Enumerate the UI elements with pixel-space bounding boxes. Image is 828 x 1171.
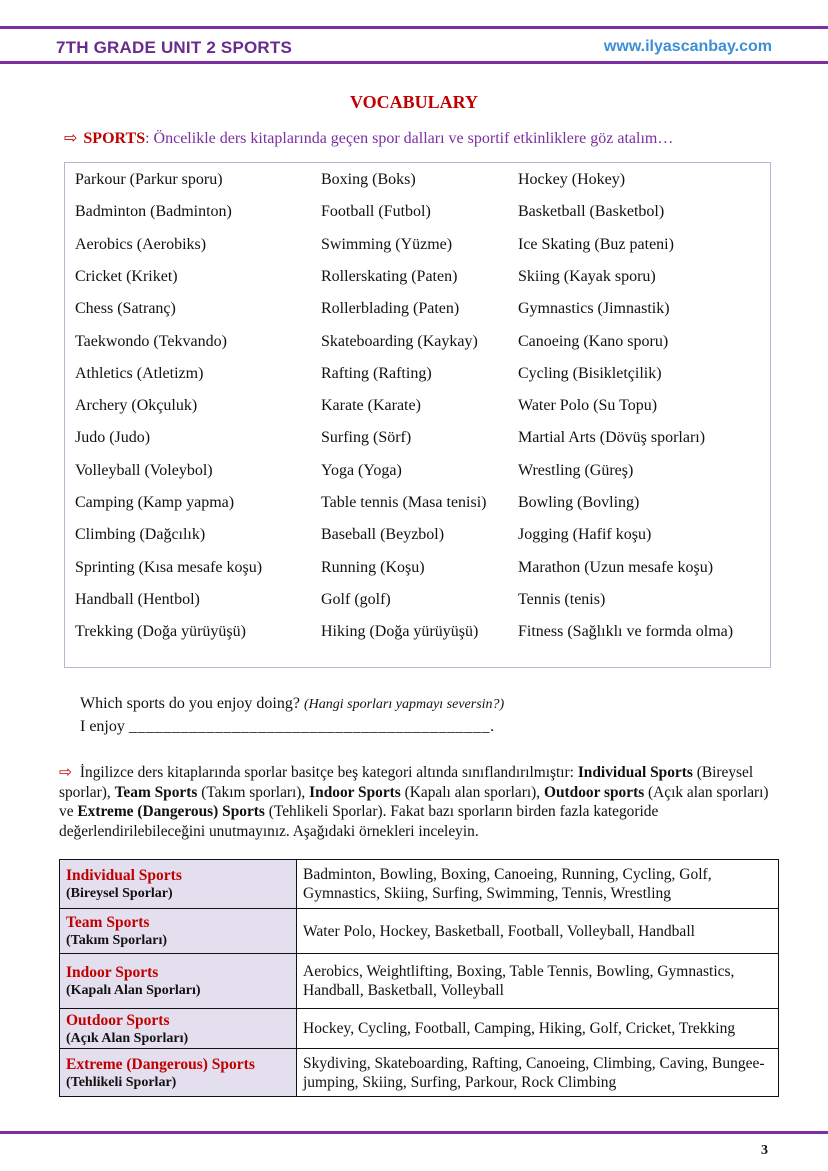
sport-item: Hockey (Hokey) [518, 171, 626, 188]
categories-paragraph [59, 763, 784, 841]
table-row [60, 909, 779, 954]
category-name: Team Sports [66, 914, 150, 931]
sport-item: Camping (Kamp yapma) [75, 494, 235, 511]
category-turkish: (Açık Alan Sporları) [66, 1030, 189, 1046]
category-name: Outdoor Sports [66, 1011, 170, 1029]
para-bold-extreme: Extreme (Dangerous) Sports [77, 803, 265, 820]
arrow-right-icon: ⇨ [59, 764, 72, 781]
sports-intro [64, 128, 673, 148]
sport-item: Archery (Okçuluk) [75, 397, 198, 415]
header-top-rule [0, 26, 828, 29]
sport-item: Tennis (tenis) [518, 590, 606, 608]
question-text: Which sports do you enjoy doing? [80, 695, 304, 712]
arrow-right-icon: ⇨ [64, 130, 78, 147]
answer-line [80, 718, 495, 736]
sport-item: Water Polo (Su Topu) [518, 397, 658, 415]
sport-item: Rafting (Rafting) [321, 364, 432, 382]
category-name: Extreme (Dangerous) Sports [66, 1055, 255, 1073]
question-translation: (Hangi sporları yapmayı seversin?) [303, 697, 505, 712]
table-row [60, 1049, 779, 1097]
category-cell [60, 909, 297, 954]
sport-item: Boxing (Boks) [321, 171, 416, 188]
categories-table [59, 859, 779, 1097]
category-turkish: (Takım Sporları) [66, 933, 167, 948]
header-bottom-rule [0, 61, 828, 64]
sports-label: SPORTS [83, 130, 146, 147]
sport-item: Parkour (Parkur sporu) [75, 171, 223, 188]
sport-item: Badminton (Badminton) [75, 203, 232, 221]
sport-item: Gymnastics (Jimnastik) [518, 300, 670, 318]
sport-item: Football (Futbol) [321, 203, 431, 221]
sport-item: Sprinting (Kısa mesafe koşu) [75, 558, 263, 576]
sport-item: Marathon (Uzun mesafe koşu) [518, 558, 714, 576]
category-turkish: (Kapalı Alan Sporları) [66, 983, 201, 998]
para-text-3: (Takım sporları), [197, 783, 310, 801]
page-number: 3 [761, 1143, 768, 1158]
para-text-6: (Tehlikeli Sporlar). Fakat bazı sporların birden fazla kategoride değerlendirilebileceğini unutmayınız. Aşağıdaki örnekleri inceleyin. [59, 803, 659, 840]
sport-item: Wrestling (Güreş) [518, 461, 634, 479]
category-turkish: (Tehlikeli Sporlar) [66, 1074, 177, 1090]
category-cell [60, 954, 297, 1009]
category-examples: Water Polo, Hockey, Basketball, Football, Volleyball, Handball [297, 909, 779, 954]
sport-item: Trekking (Doğa yürüyüşü) [75, 623, 246, 641]
sport-item: Baseball (Beyzbol) [321, 526, 445, 544]
para-bold-individual: Individual Sports [577, 764, 693, 781]
category-examples: Hockey, Cycling, Football, Camping, Hiking, Golf, Cricket, Trekking [297, 1009, 779, 1049]
sport-item: Martial Arts (Dövüş sporları) [518, 429, 706, 447]
sport-item: Climbing (Dağcılık) [75, 526, 206, 544]
para-bold-outdoor: Outdoor sports [543, 783, 645, 801]
sport-item: Aerobics (Aerobiks) [75, 235, 207, 253]
vocabulary-title: VOCABULARY [349, 92, 478, 112]
question [80, 695, 504, 713]
para-text-5: (Açık alan sporları) ve [59, 783, 769, 820]
category-cell [60, 1049, 297, 1097]
sport-item: Canoeing (Kano sporu) [518, 332, 669, 350]
sport-item: Swimming (Yüzme) [321, 235, 453, 253]
sport-item: Ice Skating (Buz pateni) [518, 235, 674, 253]
sport-item: Chess (Satranç) [75, 300, 176, 318]
sport-item: Rollerskating (Paten) [321, 267, 458, 285]
sport-item: Judo (Judo) [75, 429, 151, 447]
sport-item: Running (Koşu) [321, 558, 425, 576]
sport-item: Taekwondo (Tekvando) [75, 332, 227, 350]
category-turkish: (Bireysel Sporlar) [66, 886, 173, 901]
answer-prefix: I enjoy [80, 718, 129, 735]
para-text-2: (Bireysel sporlar), [59, 764, 754, 801]
category-examples: Skydiving, Skateboarding, Rafting, Canoeing, Climbing, Caving, Bungee-jumping, Skiing, Surfing, Parkour, Rock Climbing [297, 1049, 779, 1097]
category-cell [60, 1009, 297, 1049]
sport-item: Volleyball (Voleybol) [75, 461, 213, 479]
sport-item: Athletics (Atletizm) [75, 364, 204, 382]
sport-item: Golf (golf) [321, 590, 391, 608]
sport-item: Yoga (Yoga) [321, 461, 402, 479]
table-row [60, 1009, 779, 1049]
sport-item: Karate (Karate) [321, 397, 421, 415]
table-row [60, 954, 779, 1009]
table-row [60, 860, 779, 909]
category-examples: Badminton, Bowling, Boxing, Canoeing, Running, Cycling, Golf, Gymnastics, Skiing, Surfing, Swimming, Tennis, Wrestling [297, 860, 779, 909]
sport-item: Hiking (Doğa yürüyüşü) [321, 623, 479, 641]
sport-item: Bowling (Bovling) [518, 494, 640, 511]
sport-item: Cricket (Kriket) [75, 267, 178, 285]
para-bold-indoor: Indoor Sports [309, 783, 401, 801]
sport-item: Jogging (Hafif koşu) [518, 526, 652, 544]
sport-item: Skateboarding (Kaykay) [321, 332, 478, 350]
category-cell [60, 860, 297, 909]
sport-item: Rollerblading (Paten) [321, 300, 460, 318]
para-bold-team: Team Sports [114, 783, 198, 801]
sports-vocabulary-box [64, 162, 771, 668]
sport-item: Skiing (Kayak sporu) [518, 267, 656, 285]
header-website[interactable]: www.ilyascanbay.com [603, 38, 772, 55]
category-examples: Aerobics, Weightlifting, Boxing, Table Tennis, Bowling, Gymnastics, Handball, Basketball, Volleyball [297, 954, 779, 1009]
category-name: Individual Sports [66, 867, 182, 884]
sports-intro-text: : Öncelikle ders kitaplarında geçen spor dalları ve sportif etkinliklere göz atalım… [145, 130, 674, 147]
header-unit-title: 7TH GRADE UNIT 2 SPORTS [56, 38, 293, 57]
answer-blank[interactable]: __________________________________________. [128, 718, 495, 735]
sport-item: Handball (Hentbol) [75, 590, 200, 608]
footer-rule [0, 1131, 828, 1134]
sport-item: Cycling (Bisikletçilik) [518, 364, 662, 382]
category-name: Indoor Sports [66, 964, 159, 981]
sport-item: Basketball (Basketbol) [518, 203, 665, 221]
sport-item: Fitness (Sağlıklı ve formda olma) [518, 623, 734, 641]
para-text-1: İngilizce ders kitaplarında sporlar basitçe beş kategori altında sınıflandırılmıştır: [79, 764, 578, 781]
para-text-4: (Kapalı alan sporları), [400, 783, 544, 801]
sport-item: Table tennis (Masa tenisi) [321, 494, 487, 511]
sport-item: Surfing (Sörf) [321, 429, 412, 447]
